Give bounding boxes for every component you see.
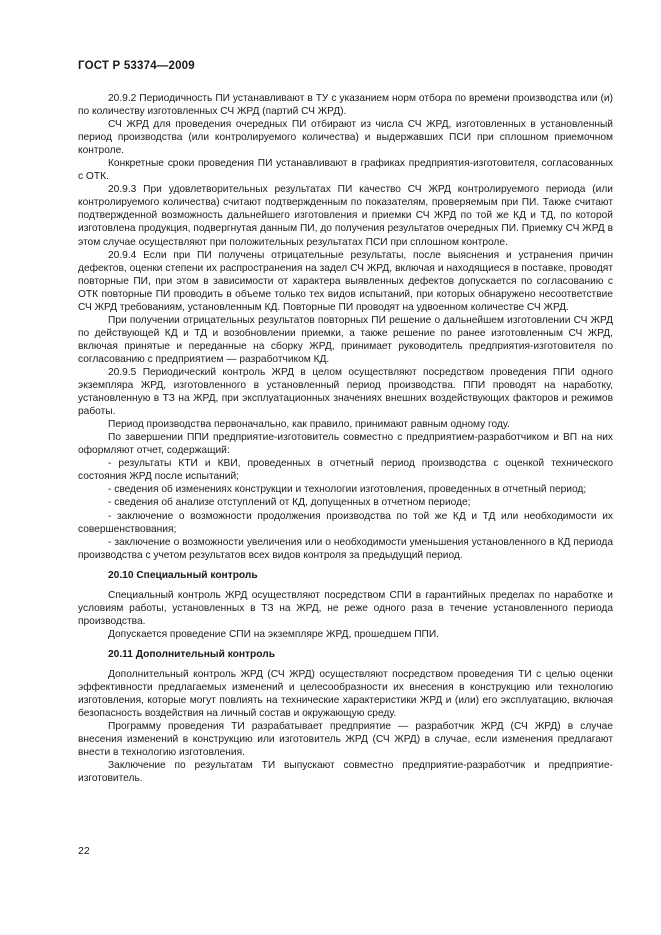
page-number: 22 bbox=[78, 845, 90, 857]
list-item: - сведения об анализе отступлений от КД, допущенных в отчетном периоде; bbox=[108, 497, 471, 509]
section-heading-20-10: 20.10 Специальный контроль bbox=[108, 569, 258, 581]
list-item: - сведения об изменениях конструкции и технологии изготовления, проведенных в отчетный период; bbox=[108, 484, 587, 496]
paragraph: СЧ ЖРД для проведения очередных ПИ отбирают из числа СЧ ЖРД, изготовленных в установленный период производства (или контролируемого количества) и выдержавших ПСИ при сплошном приемочном контроле. bbox=[78, 119, 613, 157]
paragraph: Специальный контроль ЖРД осуществляют посредством СПИ в гарантийных пределах по наработке и условиям работы, установленных в ТЗ на ЖРД, не реже одного раза в течение установленного периода производства. bbox=[78, 589, 613, 627]
list-item: - заключение о возможности продолжения производства по той же КД и ТД или необходимости их совершенствования; bbox=[78, 510, 613, 535]
paragraph-20-9-2: 20.9.2 Периодичность ПИ устанавливают в ТУ с указанием норм отбора по времени производства или (и) по количеству изготовленных СЧ ЖРД (партий СЧ ЖРД). bbox=[78, 93, 613, 118]
paragraph: По завершении ППИ предприятие-изготовитель совместно с предприятием-разработчиком и ВП на них оформляют отчет, содержащий: bbox=[78, 432, 613, 457]
document-header: ГОСТ Р 53374—2009 bbox=[78, 60, 195, 72]
paragraph-20-9-5: 20.9.5 Периодический контроль ЖРД в целом осуществляют посредством проведения ППИ одного экземпляра ЖРД, изготовленного в установленный период производства. ППИ проводят на наработку, установленную в ТЗ на ЖРД, при эксплуатационных значениях внешних воздействующих факторов и режимов работы. bbox=[78, 366, 613, 418]
paragraph: Дополнительный контроль ЖРД (СЧ ЖРД) осуществляют посредством проведения ТИ с целью оценки эффективности предлагаемых изменений и целесообразности их внесения в конструкцию или технологию изготовления, которые могут повлиять на технические характеристики ЖРД и (или) его эксплуатацию, включая безопасность воздействия на личный состав и окружающую среду. bbox=[78, 668, 613, 720]
paragraph: Заключение по результатам ТИ выпускают совместно предприятие-разработчик и предприятие-изготовитель. bbox=[78, 760, 613, 785]
page-body bbox=[78, 92, 613, 785]
paragraph: При получении отрицательных результатов повторных ПИ решение о дальнейшем изготовлении СЧ ЖРД по действующей КД и ТД и возобновлении приемки, а также решение по ранее изготовленным СЧ ЖРД, включая принятые и переданные на сборку ЖРД, принимает руководитель предприятия-изготовителя по согласованию с предприятием — разработчиком КД. bbox=[78, 314, 613, 365]
list-item: - заключение о возможности увеличения или о необходимости уменьшения установленного в КД периода производства с учетом результатов всех видов контроля за предыдущий период. bbox=[78, 536, 613, 561]
paragraph: Конкретные сроки проведения ПИ устанавливают в графиках предприятия-изготовителя, согласованных с ОТК. bbox=[78, 158, 613, 183]
paragraph-20-9-3: 20.9.3 При удовлетворительных результатах ПИ качество СЧ ЖРД контролируемого периода (или контролируемого количества) считают подтвержденным по показателям, проверяемым при ПИ. Также считают подтвержденной возможность дальнейшего изготовления и приемки СЧ ЖРД по той же КД и ТД, по которой изготовлена продукция, подвергнутая данным ПИ, до получения результатов очередных ПИ. Приемку СЧ ЖРД в этом случае осуществляют при положительных результатах ПСИ при сплошном контроле. bbox=[78, 184, 613, 248]
section-heading-20-11: 20.11 Дополнительный контроль bbox=[108, 648, 275, 660]
paragraph: Период производства первоначально, как правило, принимают равным одному году. bbox=[108, 419, 510, 431]
paragraph: Программу проведения ТИ разрабатывает предприятие — разработчик ЖРД (СЧ ЖРД) в случае внесения изменений в конструкцию или изготовитель ЖРД (СЧ ЖРД) в случае, если изменения предлагают внести в технологию изготовления. bbox=[78, 721, 613, 759]
list-item: - результаты КТИ и КВИ, проведенных в отчетный период производства с оценкой технического состояния ЖРД после испытаний; bbox=[78, 458, 613, 483]
paragraph-20-9-4: 20.9.4 Если при ПИ получены отрицательные результаты, после выяснения и устранения причин дефектов, оценки степени их распространения на задел СЧ ЖРД, включая и находящиеся в поставке, проводят повторные ПИ, при этом в зависимости от характера выявленных дефектов допускается по согласованию с ОТК повторные ПИ проводить в объеме только тех видов испытаний, при которых обнаружено несоответствие СЧ ЖРД требованиям, установленным КД. Повторные ПИ проводят на удвоенном количестве СЧ ЖРД. bbox=[78, 249, 613, 313]
paragraph: Допускается проведение СПИ на экземпляре ЖРД, прошедшем ППИ. bbox=[108, 628, 439, 640]
